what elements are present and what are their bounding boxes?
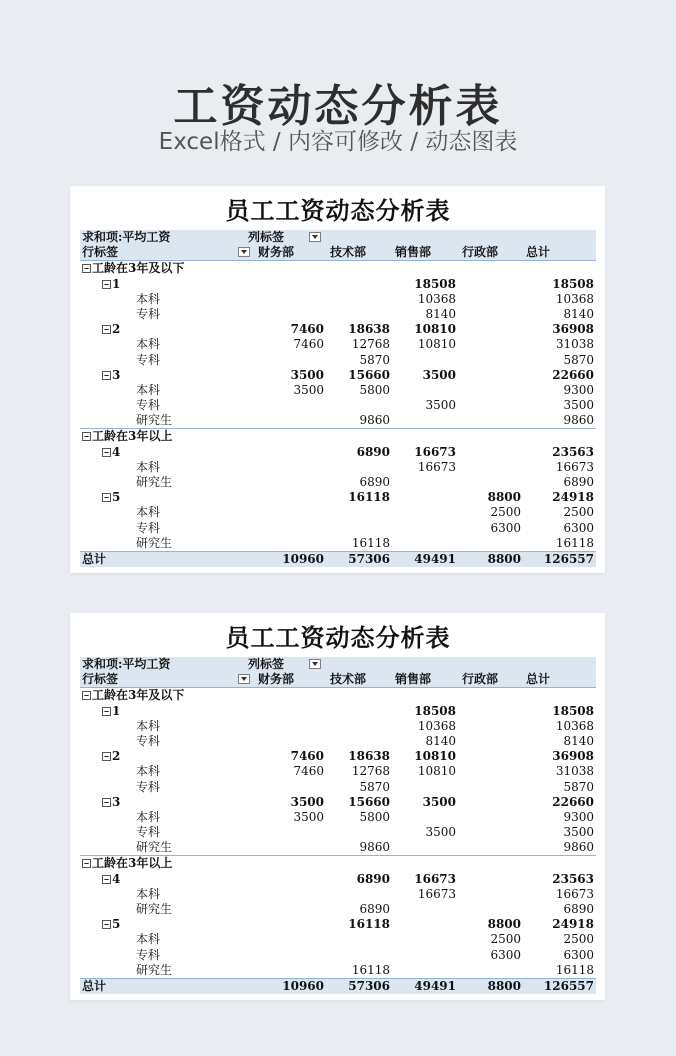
row-label-text: 工龄在3年以上 [92, 429, 173, 444]
row-label [136, 719, 160, 734]
row-label [136, 413, 172, 428]
row-label-text: 研究生 [136, 902, 173, 916]
column-header-total: 总计 [526, 245, 551, 260]
cell-sales: 16673 [417, 459, 456, 474]
row-label [102, 277, 120, 292]
cell-sales: 10810 [417, 764, 456, 779]
row-labels-filter-button[interactable] [238, 674, 250, 684]
collapse-toggle-icon[interactable]: − [102, 920, 111, 929]
total-admin: 8800 [487, 978, 521, 993]
row-label-text: 专科 [136, 947, 161, 962]
detail-row [80, 734, 596, 749]
group-row [80, 428, 596, 444]
cell-sales: 8140 [425, 733, 456, 748]
collapse-toggle-icon[interactable]: − [102, 371, 111, 380]
pivot-table-card-1 [70, 186, 605, 573]
row-label-text: 研究生 [136, 962, 173, 977]
detail-row [80, 413, 596, 428]
row-label [136, 337, 160, 352]
cell-total: 10368 [555, 718, 594, 733]
row-label-text: 本科 [136, 337, 161, 352]
subgroup-row [80, 368, 596, 383]
cell-total: 23563 [552, 444, 594, 459]
total-sales: 49491 [414, 978, 456, 993]
cell-sales: 18508 [414, 276, 456, 291]
collapse-toggle-icon[interactable]: − [102, 280, 111, 289]
cell-sales: 3500 [425, 825, 456, 840]
detail-row [80, 505, 596, 520]
row-label-text: 本科 [136, 505, 161, 520]
subgroup-row [80, 445, 596, 460]
cell-tech: 6890 [356, 444, 390, 459]
cell-sales: 10368 [417, 291, 456, 306]
subgroup-row [80, 704, 596, 719]
row-label [136, 353, 160, 368]
row-label [102, 490, 120, 505]
sum-field-label: 求和项:平均工资 [82, 230, 171, 244]
row-label [136, 734, 160, 749]
cell-total: 24918 [552, 917, 594, 932]
row-label [102, 368, 120, 383]
row-label-text: 4 [112, 871, 121, 886]
page-title: 工资动态分析表 [173, 81, 503, 132]
detail-row [80, 840, 596, 855]
row-label-text: 研究生 [136, 413, 173, 428]
row-label [82, 856, 172, 871]
detail-row [80, 353, 596, 368]
page-subtitle: Excel格式 / 内容可修改 / 动态图表 [158, 129, 518, 155]
detail-row [80, 902, 596, 917]
row-label-text: 工龄在3年及以下 [92, 688, 185, 703]
row-label-text: 研究生 [136, 535, 173, 550]
cell-total: 8140 [563, 306, 594, 321]
grand-total-row [80, 551, 596, 567]
row-label-text: 研究生 [136, 840, 173, 855]
column-header-tech: 技术部 [330, 245, 367, 260]
cell-total: 3500 [563, 825, 594, 840]
row-label [136, 536, 172, 551]
row-label-text: 本科 [136, 886, 161, 901]
row-label-text: 3 [112, 367, 121, 382]
row-label-text: 专科 [136, 398, 161, 413]
cell-total: 6890 [563, 475, 594, 489]
column-header-total: 总计 [526, 672, 551, 687]
cell-finance: 3500 [293, 809, 324, 824]
cell-total: 18508 [552, 276, 594, 291]
pivot-header-row-2 [80, 245, 596, 261]
row-label-text: 3 [112, 794, 121, 809]
column-header-finance: 财务部 [258, 672, 295, 687]
collapse-toggle-icon[interactable]: − [102, 707, 111, 716]
cell-sales: 16673 [414, 871, 456, 886]
cell-total: 6300 [563, 520, 594, 535]
column-header-admin: 行政部 [462, 672, 499, 687]
collapse-toggle-icon[interactable]: − [102, 493, 111, 502]
row-labels-filter-button[interactable] [238, 247, 250, 257]
collapse-toggle-icon[interactable]: − [82, 691, 91, 700]
row-label [102, 322, 120, 337]
row-label-text: 1 [112, 276, 121, 291]
row-label-text: 5 [112, 490, 121, 505]
row-label [136, 475, 172, 490]
group-row [80, 855, 596, 871]
total-total: 126557 [543, 551, 594, 566]
cell-finance: 7460 [290, 749, 324, 764]
detail-row [80, 887, 596, 902]
cell-total: 9300 [563, 382, 594, 397]
row-label [102, 445, 120, 460]
cell-total: 9300 [563, 809, 594, 824]
column-header-sales: 销售部 [395, 672, 432, 687]
cell-total: 36908 [552, 749, 594, 764]
row-label [136, 887, 160, 902]
row-label [82, 429, 172, 444]
subgroup-row [80, 322, 596, 337]
card-bottom-padding [80, 567, 596, 573]
cell-sales: 8140 [425, 306, 456, 321]
cell-total: 2500 [563, 932, 594, 947]
detail-row [80, 460, 596, 475]
pivot-grid [80, 657, 596, 994]
cell-finance: 7460 [293, 764, 324, 779]
cell-tech: 5870 [359, 352, 390, 367]
cell-tech: 16118 [348, 490, 390, 505]
row-label [136, 825, 160, 840]
collapse-toggle-icon[interactable]: − [82, 859, 91, 868]
row-label-text: 4 [112, 444, 121, 459]
total-finance: 10960 [282, 551, 324, 566]
cell-tech: 6890 [359, 902, 390, 916]
card-body [70, 186, 605, 573]
cell-admin: 6300 [490, 947, 521, 962]
row-label [136, 780, 160, 795]
cell-tech: 6890 [359, 475, 390, 489]
row-label-text: 2 [112, 749, 121, 764]
cell-total: 16118 [555, 962, 594, 977]
row-label [136, 292, 160, 307]
column-labels-label: 列标签 [248, 657, 285, 671]
row-label-text: 工龄在3年及以下 [92, 261, 185, 276]
row-label-text: 专科 [136, 352, 161, 367]
pivot-grid [80, 230, 596, 567]
cell-finance: 3500 [293, 382, 324, 397]
grand-total-label: 总计 [82, 978, 107, 993]
row-label-text: 专科 [136, 733, 161, 748]
column-labels-filter-button[interactable] [309, 659, 321, 669]
cell-admin: 6300 [490, 520, 521, 535]
row-label-text: 本科 [136, 382, 161, 397]
total-finance: 10960 [282, 978, 324, 993]
cell-total: 6300 [563, 947, 594, 962]
detail-row [80, 764, 596, 779]
row-label [136, 307, 160, 322]
row-label [136, 460, 160, 475]
cell-tech: 16118 [351, 535, 390, 550]
cell-tech: 5800 [359, 382, 390, 397]
sheet-title: 员工工资动态分析表 [225, 196, 451, 225]
detail-row [80, 398, 596, 413]
cell-finance: 3500 [290, 367, 324, 382]
cell-tech: 16118 [351, 962, 390, 977]
row-label [136, 902, 172, 917]
row-label-text: 专科 [136, 825, 161, 840]
subgroup-row [80, 749, 596, 764]
subgroup-row [80, 277, 596, 292]
cell-total: 22660 [552, 367, 594, 382]
cell-admin: 2500 [490, 932, 521, 947]
sum-field-label: 求和项:平均工资 [82, 657, 171, 671]
row-label-text: 2 [112, 322, 121, 337]
card-body [70, 613, 605, 1000]
cell-total: 5870 [563, 352, 594, 367]
detail-row [80, 825, 596, 840]
row-label-text: 本科 [136, 291, 161, 306]
cell-total: 22660 [552, 794, 594, 809]
column-header-finance: 财务部 [258, 245, 295, 260]
row-label [136, 505, 160, 520]
collapse-toggle-icon[interactable]: − [102, 875, 111, 884]
row-label-text: 专科 [136, 306, 161, 321]
pivot-header-row-1 [80, 657, 596, 672]
column-labels-label: 列标签 [248, 230, 285, 244]
cell-tech: 15660 [348, 367, 390, 382]
detail-row [80, 932, 596, 947]
pivot-table-card-2 [70, 613, 605, 1000]
detail-row [80, 719, 596, 734]
row-label [136, 810, 160, 825]
column-labels-filter-button[interactable] [309, 232, 321, 242]
cell-tech: 15660 [348, 794, 390, 809]
cell-tech: 18638 [348, 749, 390, 764]
cell-total: 8140 [563, 733, 594, 748]
detail-row [80, 521, 596, 536]
detail-row [80, 780, 596, 795]
row-label [102, 795, 120, 810]
detail-row [80, 292, 596, 307]
cell-tech: 5870 [359, 779, 390, 794]
cell-total: 24918 [552, 490, 594, 505]
row-label-text: 本科 [136, 809, 161, 824]
cell-sales: 3500 [425, 398, 456, 413]
row-label [136, 398, 160, 413]
cell-total: 36908 [552, 322, 594, 337]
row-label-text: 本科 [136, 764, 161, 779]
row-label [136, 383, 160, 398]
row-label-text: 5 [112, 917, 121, 932]
row-label-text: 1 [112, 703, 121, 718]
cell-sales: 10810 [414, 322, 456, 337]
detail-row [80, 810, 596, 825]
cell-tech: 16118 [348, 917, 390, 932]
row-label-text: 本科 [136, 932, 161, 947]
row-label-text: 专科 [136, 779, 161, 794]
row-label [136, 948, 160, 963]
total-admin: 8800 [487, 551, 521, 566]
total-tech: 57306 [348, 551, 390, 566]
collapse-toggle-icon[interactable]: − [102, 798, 111, 807]
subgroup-row [80, 872, 596, 887]
row-labels-label: 行标签 [82, 672, 119, 687]
detail-row [80, 337, 596, 352]
cell-sales: 16673 [417, 886, 456, 901]
cell-total: 9860 [563, 413, 594, 428]
cell-total: 16118 [555, 535, 594, 550]
cell-tech: 12768 [351, 764, 390, 779]
collapse-toggle-icon[interactable]: − [102, 752, 111, 761]
row-label [82, 261, 184, 276]
detail-row [80, 475, 596, 490]
detail-row [80, 536, 596, 551]
row-label [136, 932, 160, 947]
column-header-tech: 技术部 [330, 672, 367, 687]
cell-sales: 10810 [414, 749, 456, 764]
row-label [136, 521, 160, 536]
cell-total: 23563 [552, 871, 594, 886]
cell-sales: 10810 [417, 337, 456, 352]
cell-total: 31038 [555, 764, 594, 779]
card-bottom-padding [80, 994, 596, 1000]
cell-total: 16673 [555, 459, 594, 474]
collapse-toggle-icon[interactable]: − [102, 448, 111, 457]
cell-tech: 5800 [359, 809, 390, 824]
row-label [136, 840, 172, 855]
cell-total: 3500 [563, 398, 594, 413]
sheet-title: 员工工资动态分析表 [225, 623, 451, 652]
collapse-toggle-icon[interactable]: − [82, 432, 91, 441]
cell-finance: 7460 [293, 337, 324, 352]
pivot-header-row-1 [80, 230, 596, 245]
row-label [136, 764, 160, 779]
row-label [102, 704, 120, 719]
cell-total: 2500 [563, 505, 594, 520]
collapse-toggle-icon[interactable]: − [102, 325, 111, 334]
cell-total: 6890 [563, 902, 594, 916]
cell-admin: 8800 [487, 917, 521, 932]
row-label [102, 917, 120, 932]
total-tech: 57306 [348, 978, 390, 993]
total-sales: 49491 [414, 551, 456, 566]
cell-total: 5870 [563, 779, 594, 794]
cell-admin: 2500 [490, 505, 521, 520]
cell-total: 10368 [555, 291, 594, 306]
cell-finance: 3500 [290, 794, 324, 809]
cell-sales: 3500 [422, 794, 456, 809]
group-row [80, 688, 596, 703]
pivot-header-row-2 [80, 672, 596, 688]
cell-sales: 10368 [417, 718, 456, 733]
cell-tech: 9860 [359, 413, 390, 428]
cell-tech: 18638 [348, 322, 390, 337]
cell-total: 31038 [555, 337, 594, 352]
cell-total: 9860 [563, 840, 594, 855]
detail-row [80, 963, 596, 978]
row-label-text: 工龄在3年以上 [92, 856, 173, 871]
row-label [102, 872, 120, 887]
row-label [136, 963, 172, 978]
row-label [102, 749, 120, 764]
row-label-text: 专科 [136, 520, 161, 535]
cell-finance: 7460 [290, 322, 324, 337]
total-total: 126557 [543, 978, 594, 993]
row-label-text: 本科 [136, 718, 161, 733]
cell-tech: 9860 [359, 840, 390, 855]
subgroup-row [80, 917, 596, 932]
column-header-admin: 行政部 [462, 245, 499, 260]
cell-tech: 6890 [356, 871, 390, 886]
cell-total: 18508 [552, 703, 594, 718]
row-label-text: 研究生 [136, 475, 173, 489]
detail-row [80, 383, 596, 398]
collapse-toggle-icon[interactable]: − [82, 264, 91, 273]
subgroup-row [80, 795, 596, 810]
detail-row [80, 307, 596, 322]
cell-tech: 12768 [351, 337, 390, 352]
cell-sales: 3500 [422, 367, 456, 382]
row-label-text: 本科 [136, 459, 161, 474]
group-row [80, 261, 596, 276]
cell-sales: 16673 [414, 444, 456, 459]
cell-sales: 18508 [414, 703, 456, 718]
row-labels-label: 行标签 [82, 245, 119, 260]
grand-total-label: 总计 [82, 551, 107, 566]
detail-row [80, 948, 596, 963]
grand-total-row [80, 978, 596, 994]
cell-admin: 8800 [487, 490, 521, 505]
subgroup-row [80, 490, 596, 505]
column-header-sales: 销售部 [395, 245, 432, 260]
row-label [82, 688, 184, 703]
cell-total: 16673 [555, 886, 594, 901]
